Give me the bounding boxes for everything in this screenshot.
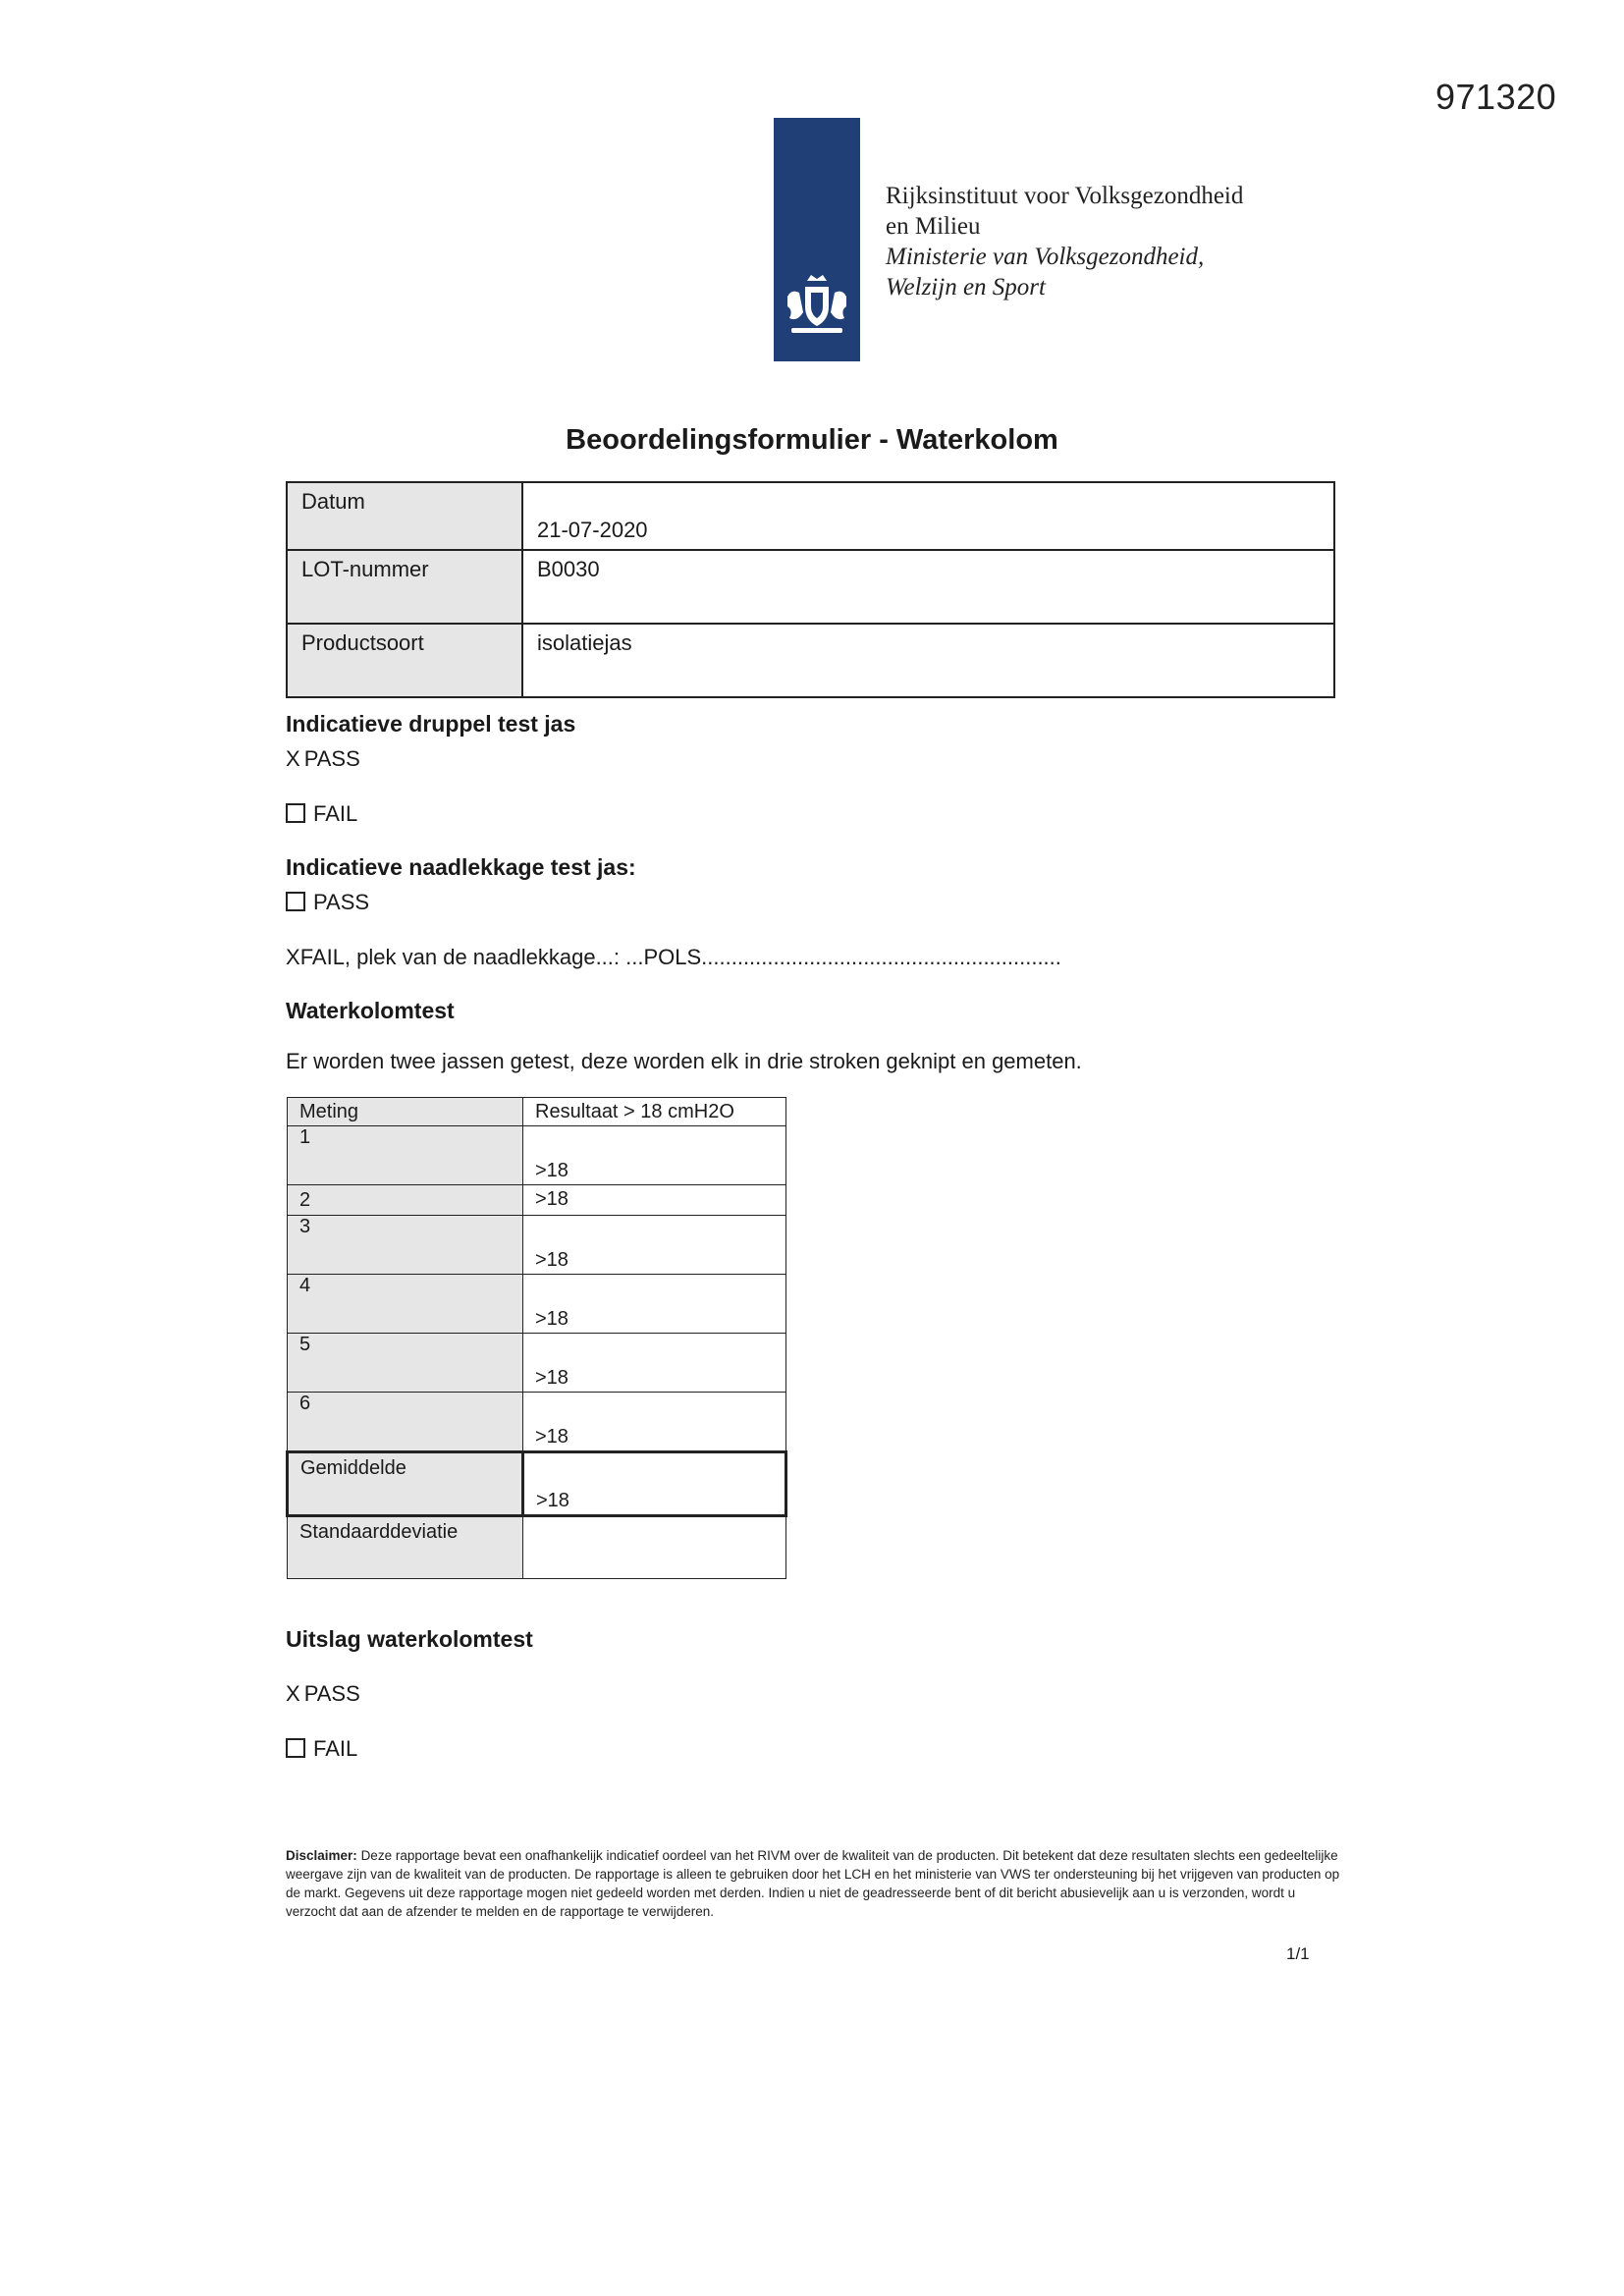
drop-test-fail-option xyxy=(286,801,357,827)
mean-value: >18 xyxy=(523,1452,786,1516)
sd-label: Standaarddeviatie xyxy=(288,1516,523,1579)
info-table xyxy=(286,481,1335,698)
info-label: Productsoort xyxy=(287,624,522,697)
meting-value: >18 xyxy=(523,1126,786,1185)
water-column-heading: Waterkolomtest xyxy=(286,998,455,1023)
document-number: 971320 xyxy=(1435,77,1557,117)
info-label: LOT-nummer xyxy=(287,550,522,624)
org-line-4: Welzijn en Sport xyxy=(886,274,1046,301)
org-line-1: Rijksinstituut voor Volksgezondheid xyxy=(886,183,1244,209)
sd-value xyxy=(523,1516,786,1579)
drop-test-fail-label: FAIL xyxy=(313,801,358,826)
disclaimer-text: Deze rapportage bevat een onafhankelijk indicatief oordeel van het RIVM over de kwaliteit van de producten. Dit betekent dat deze resultaten slechts een gedeeltelijke weergave zijn van de kwaliteit van de producten. De rapportage is alleen te gebruiken door het LCH en het ministerie van VWS ter ondersteuning bij het vrijgeven van producten op de markt. Gegevens uit deze rapportage mogen niet gedeeld worden met derden. Indien u niet de geadresseerde bent of dit bericht abusievelijk aan u is verzonden, wordt u verzocht dat aan de afzender te melden en de rapportage te verwijderen. xyxy=(286,1848,1340,1919)
needle-test-pass-option xyxy=(286,890,369,915)
checkbox-empty-icon xyxy=(286,803,305,823)
table-row xyxy=(288,1393,786,1452)
meting-label: 3 xyxy=(288,1216,523,1275)
meting-label: 6 xyxy=(288,1393,523,1452)
needle-test-pass-label: PASS xyxy=(313,890,370,914)
needle-test-heading: Indicatieve naadlekkage test jas: xyxy=(286,854,636,880)
measurement-table xyxy=(286,1097,787,1579)
result-fail-label: FAIL xyxy=(313,1736,358,1761)
table-row xyxy=(288,1275,786,1334)
result-pass-option xyxy=(286,1681,360,1707)
meting-label: 5 xyxy=(288,1334,523,1393)
meting-label: 4 xyxy=(288,1275,523,1334)
meting-label: 2 xyxy=(288,1185,523,1216)
meting-value: >18 xyxy=(523,1216,786,1275)
drop-test-pass-mark: X xyxy=(286,746,300,771)
table-row xyxy=(288,1216,786,1275)
org-line-2: en Milieu xyxy=(886,213,981,240)
column-header-result: Resultaat > 18 cmH2O xyxy=(523,1098,786,1126)
table-row xyxy=(288,1334,786,1393)
checkbox-empty-icon xyxy=(286,892,305,911)
sd-row xyxy=(288,1516,786,1579)
info-value: B0030 xyxy=(522,550,1334,624)
org-line-3: Ministerie van Volksgezondheid, xyxy=(886,244,1205,270)
crest-icon xyxy=(778,267,856,346)
info-value: isolatiejas xyxy=(522,624,1334,697)
meting-value: >18 xyxy=(523,1275,786,1334)
organization-name xyxy=(886,181,1243,302)
disclaimer-label: Disclaimer: xyxy=(286,1848,357,1863)
disclaimer xyxy=(286,1846,1341,1921)
meting-value: >18 xyxy=(523,1393,786,1452)
table-row xyxy=(288,1185,786,1216)
result-pass-mark: X xyxy=(286,1681,300,1706)
needle-test-fail-mark: X xyxy=(286,945,300,969)
info-row-datum xyxy=(287,482,1334,550)
drop-test-pass-label: PASS xyxy=(303,746,360,771)
info-row-productsoort xyxy=(287,624,1334,697)
needle-test-fail-option xyxy=(286,945,1061,970)
meting-value: >18 xyxy=(523,1185,786,1216)
table-header-row xyxy=(288,1098,786,1126)
drop-test-heading: Indicatieve druppel test jas xyxy=(286,711,576,737)
info-label: Datum xyxy=(287,482,522,550)
mean-label: Gemiddelde xyxy=(288,1452,523,1516)
meting-label: 1 xyxy=(288,1126,523,1185)
result-fail-option xyxy=(286,1736,357,1762)
result-pass-label: PASS xyxy=(303,1681,360,1706)
form-title: Beoordelingsformulier - Waterkolom xyxy=(566,424,1058,456)
water-column-description: Er worden twee jassen getest, deze worden elk in drie stroken geknipt en gemeten. xyxy=(286,1049,1082,1073)
table-row xyxy=(288,1126,786,1185)
meting-value: >18 xyxy=(523,1334,786,1393)
needle-test-fail-text: FAIL, plek van de naadlekkage...: ...POLS............................................................ xyxy=(299,945,1061,969)
mean-row xyxy=(288,1452,786,1516)
column-header-meting: Meting xyxy=(288,1098,523,1126)
page-number: 1/1 xyxy=(1286,1944,1310,1963)
info-value: 21-07-2020 xyxy=(522,482,1334,550)
result-heading: Uitslag waterkolomtest xyxy=(286,1626,533,1652)
info-row-lot xyxy=(287,550,1334,624)
checkbox-empty-icon xyxy=(286,1738,305,1758)
drop-test-pass-option xyxy=(286,746,360,772)
